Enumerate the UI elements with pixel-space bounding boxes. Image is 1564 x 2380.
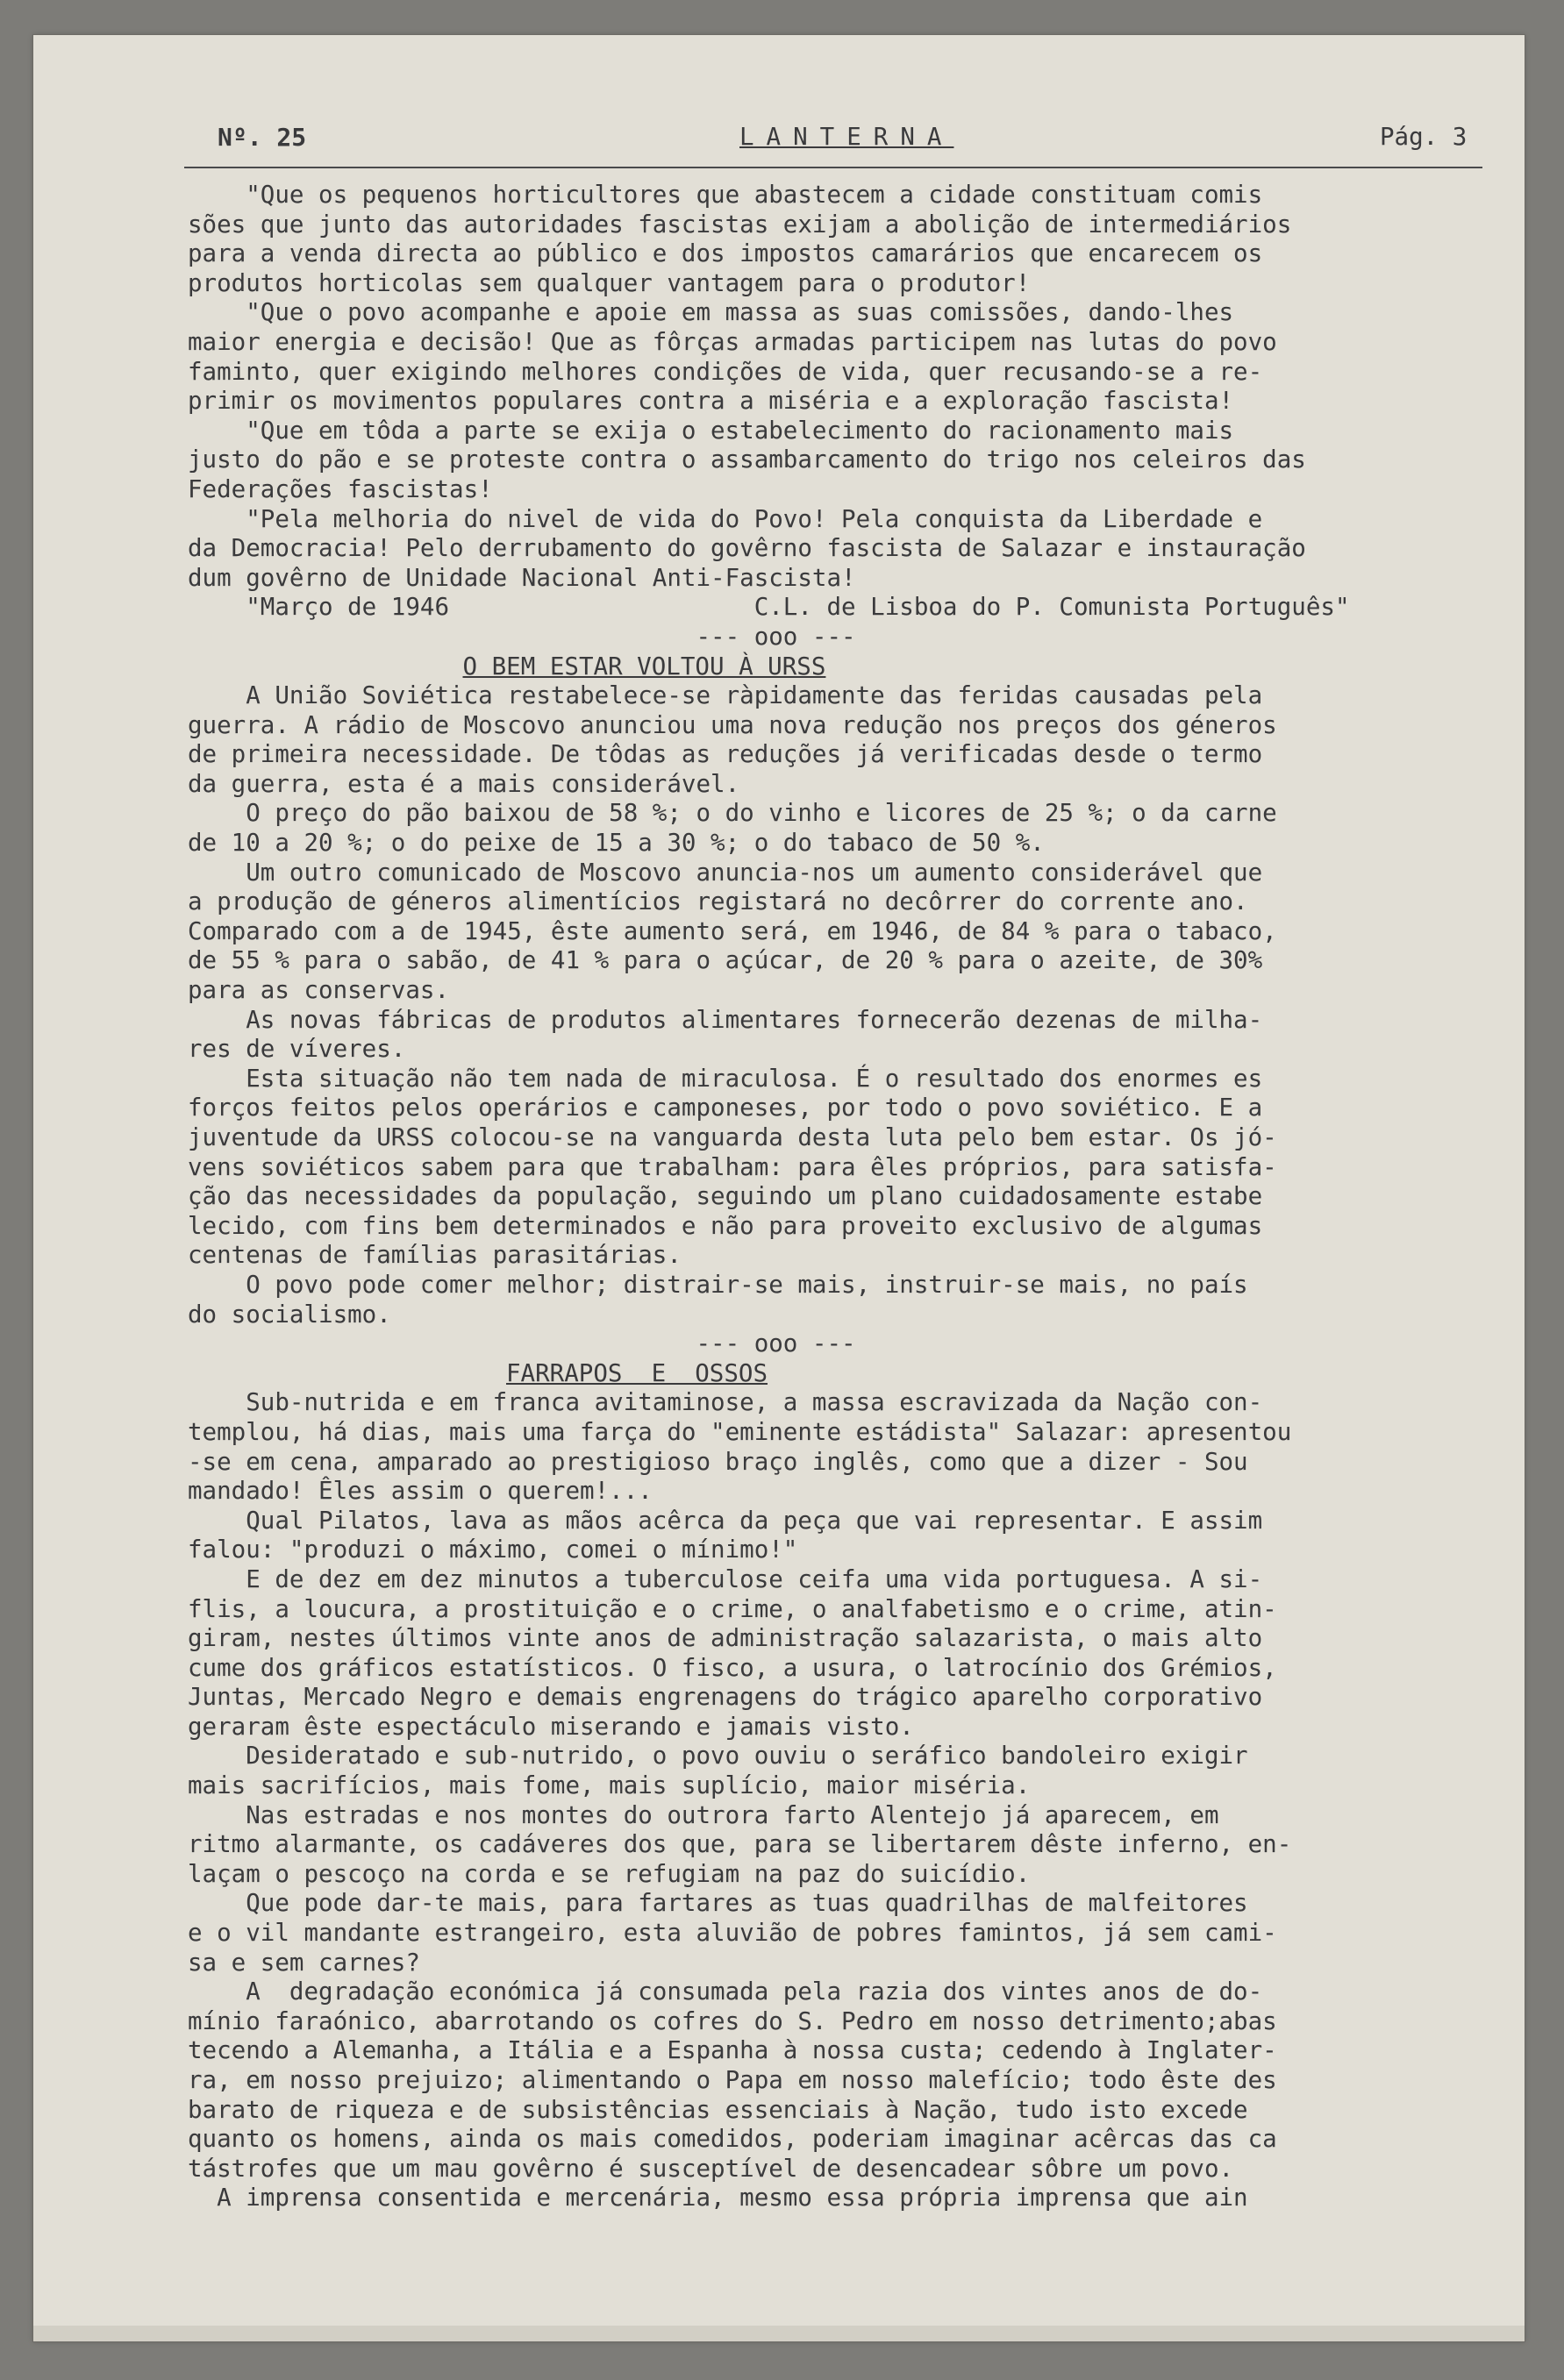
issue-number: Nº. 25 <box>218 123 307 152</box>
text-line: Esta situação não tem nada de miraculosa. É o resultado dos enormes es <box>188 1064 1263 1093</box>
text-line: de primeira necessidade. De tôdas as reduções já verificadas desde o termo <box>188 740 1263 769</box>
text-line: do socialismo. <box>188 1300 391 1329</box>
text-line: mínio faraónico, abarrotando os cofres do S. Pedro em nosso detrimento;abas <box>188 2006 1277 2035</box>
text-line: A degradação económica já consumada pela razia dos vintes anos de do- <box>188 1977 1263 2006</box>
text-line: O preço do pão baixou de 58 %; o do vinho e licores de 25 %; o da carne <box>188 799 1277 828</box>
text-line: tecendo a Alemanha, a Itália e a Espanha à nossa custa; cedendo à Inglater- <box>188 2036 1277 2065</box>
text-line: lecido, com fins bem determinados e não para proveito exclusivo de algumas <box>188 1211 1263 1240</box>
section-heading: FARRAPOS E OSSOS <box>506 1358 768 1387</box>
text-line: A imprensa consentida e mercenária, mesmo essa própria imprensa que ain <box>188 2184 1248 2213</box>
text-line: A União Soviética restabelece-se ràpidamente das feridas causadas pela <box>188 681 1263 710</box>
text-line: "Que o povo acompanhe e apoie em massa as suas comissões, dando-lhes <box>188 298 1234 327</box>
text-line: "Março de 1946 C.L. de Lisboa do P. Comunista Português" <box>188 593 1350 622</box>
text-line: maior energia e decisão! Que as fôrças armadas participem nas lutas do povo <box>188 327 1277 356</box>
header-rule <box>184 167 1482 168</box>
text-line: forços feitos pelos operários e camponeses, por todo o povo soviético. E a <box>188 1094 1263 1122</box>
text-line: quanto os homens, ainda os mais comedidos, poderiam imaginar acêrcas das ca <box>188 2125 1277 2154</box>
text-line: primir os movimentos populares contra a miséria e a exploração fascista! <box>188 387 1234 416</box>
page-header <box>33 123 1525 158</box>
text-line: "Pela melhoria do nivel de vida do Povo! Pela conquista da Liberdade e <box>188 504 1263 533</box>
text-line: As novas fábricas de produtos alimentares fornecerão dezenas de milha- <box>188 1005 1263 1034</box>
text-line: Nas estradas e nos montes do outrora farto Alentejo já aparecem, em <box>188 1800 1219 1829</box>
text-line: ritmo alarmante, os cadáveres dos que, para se libertarem dêste inferno, en- <box>188 1830 1292 1859</box>
text-line: para a venda directa ao público e dos impostos camarários que encarecem os <box>188 239 1263 268</box>
body-text <box>188 181 1530 2213</box>
text-line: mais sacrifícios, mais fome, mais suplício, maior miséria. <box>188 1771 1031 1800</box>
text-line: a produção de géneros alimentícios registará no decôrrer do corrente ano. <box>188 887 1248 916</box>
text-line: de 55 % para o sabão, de 41 % para o açúcar, de 20 % para o azeite, de 30% <box>188 946 1263 975</box>
section-separator: --- ooo --- <box>188 622 856 651</box>
text-line: da Democracia! Pelo derrubamento do govêrno fascista de Salazar e instauração <box>188 534 1306 563</box>
text-line: Um outro comunicado de Moscovo anuncia-nos um aumento considerável que <box>188 858 1263 887</box>
text-line: de 10 a 20 %; o do peixe de 15 a 30 %; o do tabaco de 50 %. <box>188 829 1045 858</box>
text-line: flis, a loucura, a prostituição e o crime, o analfabetismo e o crime, atin- <box>188 1594 1277 1623</box>
text-line: giram, nestes últimos vinte anos de administração salazarista, o mais alto <box>188 1624 1263 1653</box>
text-line: Sub-nutrida e em franca avitaminose, a massa escravizada da Nação con- <box>188 1388 1263 1417</box>
text-line: justo do pão e se proteste contra o assambarcamento do trigo nos celeiros das <box>188 445 1306 474</box>
text-line: vens soviéticos sabem para que trabalham: para êles próprios, para satisfa- <box>188 1152 1277 1181</box>
text-line: "Que em tôda a parte se exija o estabelecimento do racionamento mais <box>188 416 1234 445</box>
text-line: guerra. A rádio de Moscovo anunciou uma nova redução nos preços dos géneros <box>188 710 1277 739</box>
text-line: geraram êste espectáculo miserando e jamais visto. <box>188 1712 914 1741</box>
text-line: barato de riqueza e de subsistências essenciais à Nação, tudo isto excede <box>188 2095 1248 2124</box>
text-line: cume dos gráficos estatísticos. O fisco, a usura, o latrocínio dos Grémios, <box>188 1653 1277 1682</box>
text-line: laçam o pescoço na corda e se refugiam na paz do suicídio. <box>188 1859 1031 1888</box>
text-line: e o vil mandante estrangeiro, esta aluvião de pobres famintos, já sem cami- <box>188 1919 1277 1948</box>
text-line: -se em cena, amparado ao prestigioso braço inglês, como que a dizer - Sou <box>188 1447 1248 1476</box>
text-line: Desideratado e sub-nutrido, o povo ouviu o seráfico bandoleiro exigir <box>188 1742 1248 1771</box>
text-line: Federações fascistas! <box>188 474 493 503</box>
text-line: Qual Pilatos, lava as mãos acêrca da peça que vai representar. E assim <box>188 1506 1263 1535</box>
text-line: Juntas, Mercado Negro e demais engrenagens do trágico aparelho corporativo <box>188 1683 1263 1712</box>
text-line: ção das necessidades da população, seguindo um plano cuidadosamente estabe <box>188 1182 1263 1211</box>
text-line: sões que junto das autoridades fascistas exijam a abolição de intermediários <box>188 210 1292 239</box>
section-separator: --- ooo --- <box>188 1329 856 1358</box>
text-line: falou: "produzi o máximo, comei o mínimo!" <box>188 1536 798 1564</box>
text-line: ra, em nosso prejuizo; alimentando o Papa em nosso malefício; todo êste des <box>188 2066 1277 2094</box>
text-line: centenas de famílias parasitárias. <box>188 1241 682 1270</box>
text-line: "Que os pequenos horticultores que abastecem a cidade constituam comis <box>188 181 1263 209</box>
text-line: Comparado com a de 1945, êste aumento será, em 1946, de 84 % para o tabaco, <box>188 916 1277 945</box>
text-line: produtos horticolas sem qualquer vantagem para o produtor! <box>188 268 1031 297</box>
text-line: da guerra, esta é a mais considerável. <box>188 769 740 798</box>
newspaper-title: LANTERNA <box>739 123 954 151</box>
section-heading: O BEM ESTAR VOLTOU À URSS <box>462 652 826 681</box>
text-line: sa e sem carnes? <box>188 1948 420 1977</box>
paper-sheet <box>33 35 1525 2341</box>
text-line: templou, há dias, mais uma farça do "eminente estádista" Salazar: apresentou <box>188 1417 1292 1446</box>
text-line: mandado! Êles assim o querem!... <box>188 1477 653 1506</box>
page-number: Pág. 3 <box>1380 123 1468 151</box>
text-line: res de víveres. <box>188 1035 406 1064</box>
text-line: E de dez em dez minutos a tuberculose ceifa uma vida portuguesa. A si- <box>188 1564 1263 1593</box>
text-line: Que pode dar-te mais, para fartares as tuas quadrilhas de malfeitores <box>188 1889 1248 1918</box>
text-line: juventude da URSS colocou-se na vanguarda desta luta pelo bem estar. Os jó- <box>188 1123 1277 1151</box>
text-line: para as conservas. <box>188 976 450 1005</box>
text-line: O povo pode comer melhor; distrair-se mais, instruir-se mais, no país <box>188 1270 1248 1299</box>
text-line: faminto, quer exigindo melhores condições de vida, quer recusando-se a re- <box>188 357 1263 386</box>
text-line: tástrofes que um mau govêrno é susceptível de desencadear sôbre um povo. <box>188 2154 1234 2183</box>
text-line: dum govêrno de Unidade Nacional Anti-Fascista! <box>188 563 856 592</box>
